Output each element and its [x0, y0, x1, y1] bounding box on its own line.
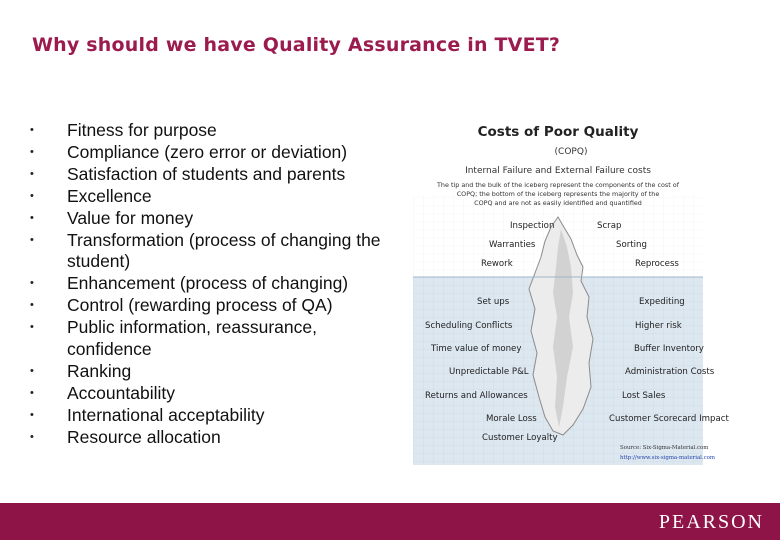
bullet-text: Resource allocation: [67, 426, 221, 447]
bullet-item: [30, 230, 400, 274]
bullet-item: [30, 186, 400, 208]
bullet-dot-icon: •: [30, 145, 34, 158]
bullet-item: [30, 273, 400, 295]
label-expediting: Expediting: [639, 297, 685, 307]
bullet-text: Value for money: [67, 207, 194, 228]
label-returns-and-allowances: Returns and Allowances: [425, 391, 528, 401]
label-administration-costs: Administration Costs: [625, 367, 715, 377]
label-customer-loyalty: Customer Loyalty: [482, 433, 558, 443]
label-warranties: Warranties: [489, 240, 536, 250]
label-time-value-of-money: Time value of money: [431, 344, 522, 354]
bullet-dot-icon: •: [30, 299, 34, 312]
bullet-text: Ranking: [67, 360, 132, 381]
label-set-ups: Set ups: [477, 297, 510, 307]
copq-iceberg-figure: [413, 117, 729, 465]
bullet-dot-icon: •: [30, 167, 34, 180]
bullet-dot-icon: •: [30, 364, 34, 377]
label-morale-loss: Morale Loss: [486, 414, 537, 424]
figure-title: Costs of Poor Quality: [477, 124, 639, 140]
slide-title: Why should we have Quality Assurance in TVET?: [32, 34, 561, 56]
bullet-text: Accountability: [67, 382, 175, 403]
bullet-text: Public information, reassurance, confidence: [67, 317, 317, 360]
label-scheduling-conflicts: Scheduling Conflicts: [425, 321, 513, 331]
label-buffer-inventory: Buffer Inventory: [634, 344, 704, 354]
bullet-dot-icon: •: [30, 408, 34, 421]
figure-source: Source: Six-Sigma-Material.com: [620, 445, 709, 451]
label-reprocess: Reprocess: [635, 259, 679, 269]
pearson-logo: PEARSON: [658, 511, 764, 533]
bullet-item: [30, 361, 400, 383]
label-lost-sales: Lost Sales: [622, 391, 666, 401]
footer-bar: [0, 503, 780, 540]
bullet-item: [30, 427, 400, 449]
bullet-text: Excellence: [67, 185, 152, 206]
bullet-item: [30, 405, 400, 427]
label-unpredictable-pl: Unpredictable P&L: [449, 367, 529, 377]
label-sorting: Sorting: [616, 240, 647, 250]
bullet-text: Transformation (process of changing the student): [67, 229, 381, 272]
figure-caption-line2: The tip and the bulk of the iceberg represent the components of the cost of: [437, 181, 679, 189]
figure-caption-line1: Internal Failure and External Failure costs: [465, 166, 651, 176]
label-rework: Rework: [481, 259, 513, 269]
label-higher-risk: Higher risk: [635, 321, 682, 331]
figure-source-url: http://www.six-sigma-material.com: [620, 455, 715, 461]
bullet-text: Fitness for purpose: [67, 120, 217, 140]
label-scrap: Scrap: [597, 221, 622, 231]
bullet-dot-icon: •: [30, 386, 34, 399]
bullet-dot-icon: •: [30, 321, 34, 334]
bullet-item: [30, 295, 400, 317]
bullet-dot-icon: •: [30, 430, 34, 443]
figure-subtitle: (COPQ): [554, 147, 588, 157]
bullet-dot-icon: •: [30, 124, 34, 136]
bullet-text: Enhancement (process of changing): [67, 273, 349, 294]
label-customer-scorecard-impact: Customer Scorecard Impact: [609, 414, 729, 424]
bullet-list: [30, 120, 400, 449]
bullet-item: [30, 142, 400, 164]
bullet-text: Compliance (zero error or deviation): [67, 141, 348, 162]
label-inspection: Inspection: [510, 221, 555, 231]
bullet-item: [30, 164, 400, 186]
bullet-dot-icon: •: [30, 277, 34, 290]
figure-caption-line3: COPQ; the bottom of the iceberg represents the majority of the: [456, 190, 660, 198]
figure-caption-line4: COPQ and are not as easily identified and quantified: [474, 199, 642, 207]
bullet-dot-icon: •: [30, 189, 34, 202]
bullet-item: [30, 317, 400, 361]
bullet-text: Control (rewarding process of QA): [67, 295, 333, 316]
bullet-text: International acceptability: [67, 404, 265, 425]
bullet-text: Satisfaction of students and parents: [67, 163, 346, 184]
bullet-item: [30, 120, 400, 142]
bullet-dot-icon: •: [30, 233, 34, 246]
bullet-item: [30, 383, 400, 405]
bullet-item: [30, 208, 400, 230]
bullet-dot-icon: •: [30, 211, 34, 224]
